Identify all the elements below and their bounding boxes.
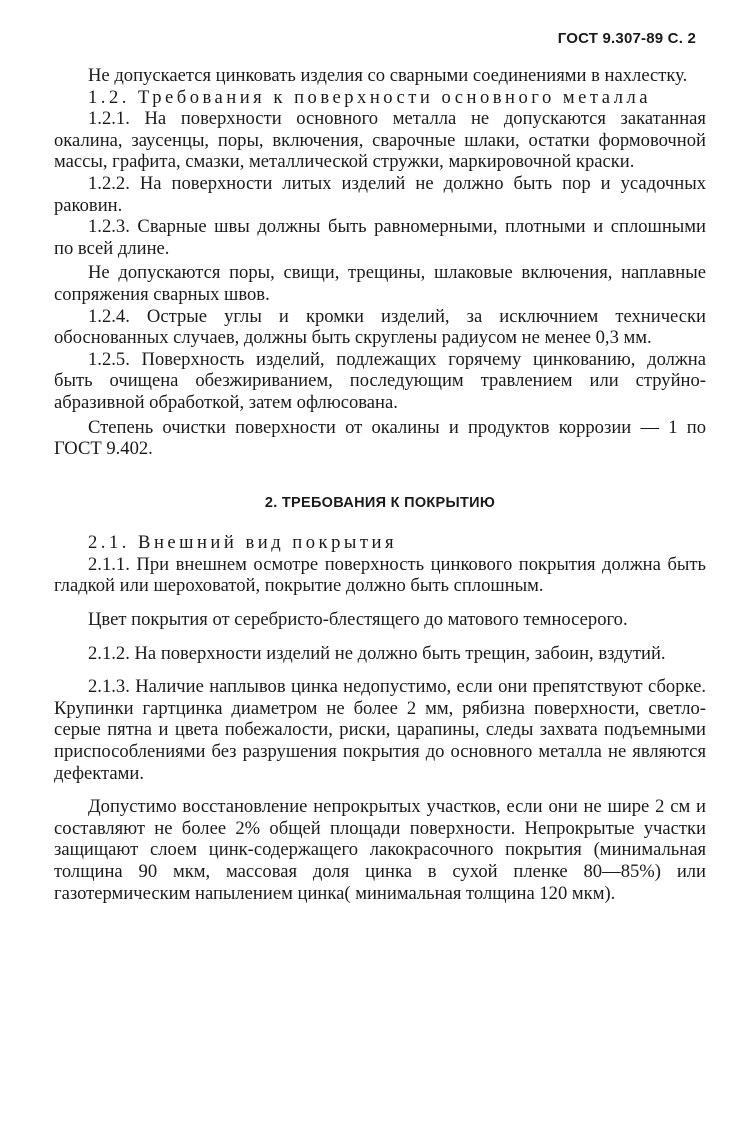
paragraph: Степень очистки поверхности от окалины и продуктов коррозии — 1 по ГОСТ 9.402.: [54, 416, 706, 460]
paragraph-1-2-1: 1.2.1. На поверхности основного металла не допускаются закатанная окалина, заусенцы, поры, включения, сварочные шлаки, остатки формовочной массы, графита, смазки, металлической стружки, маркировочной краски.: [54, 108, 706, 173]
page-header: ГОСТ 9.307-89 С. 2: [557, 30, 696, 47]
section-title: 2. ТРЕБОВАНИЯ К ПОКРЫТИЮ: [264, 494, 496, 511]
paragraph: Не допускаются поры, свищи, трещины, шлаковые включения, наплавные сопряжения сварных швов.: [54, 262, 706, 305]
subsection-heading-2-1: 2.1. Внешний вид покрытия: [88, 532, 397, 554]
paragraph-1-2-4: 1.2.4. Острые углы и кромки изделий, за исключнием технически обоснованных случаев, должны быть скруглены радиусом не менее 0,3 мм.: [54, 305, 706, 349]
paragraph-1-2-2: 1.2.2. На поверхности литых изделий не должно быть пор и усадочных раковин.: [54, 172, 706, 216]
paragraph: Цвет покрытия от серебристо-блестящего до матового темносерого.: [88, 609, 628, 631]
paragraph-1-2-5: 1.2.5. Поверхность изделий, подлежащих горячему цинкованию, должна быть очищена обезжириванием, последующим травлением или струйно-абразивной обработкой, затем офлюсована.: [54, 348, 706, 413]
paragraph-2-1-3: 2.1.3. Наличие наплывов цинка недопустимо, если они препятствуют сборке. Крупинки гартцинка диаметром не более 2 мм, рябизна поверхности, светло-серые пятна и цвета побежалости, риски, царапины, следы захвата подъемными приспособлениями без разрушения покрытия до основного металла не являются дефектами.: [54, 676, 706, 784]
document-body: [54, 65, 706, 904]
paragraph-2-1-1: 2.1.1. При внешнем осмотре поверхность цинкового покрытия должна быть гладкой или шероховатой, покрытие должно быть сплошным.: [54, 553, 706, 597]
paragraph: Не допускается цинковать изделия со сварными соединениями в нахлестку.: [88, 65, 688, 86]
subsection-heading-1-2: 1.2. Требования к поверхности основного металла: [88, 86, 652, 108]
paragraph-2-1-2: 2.1.2. На поверхности изделий не должно быть трещин, забоин, вздутий.: [88, 642, 666, 664]
paragraph: Допустимо восстановление непрокрытых участков, если они не шире 2 см и составляют не более 2% общей площади поверхности. Непрокрытые участки защищают слоем цинк-содержащего лакокрасочного покрытия (минимальная толщина 90 мкм, массовая доля цинка в сухой пленке 80—85%) или газотермическим напылением цинка( минимальная толщина 120 мкм).: [54, 796, 706, 904]
paragraph-1-2-3: 1.2.3. Сварные швы должны быть равномерными, плотными и сплошными по всей длине.: [54, 216, 706, 259]
